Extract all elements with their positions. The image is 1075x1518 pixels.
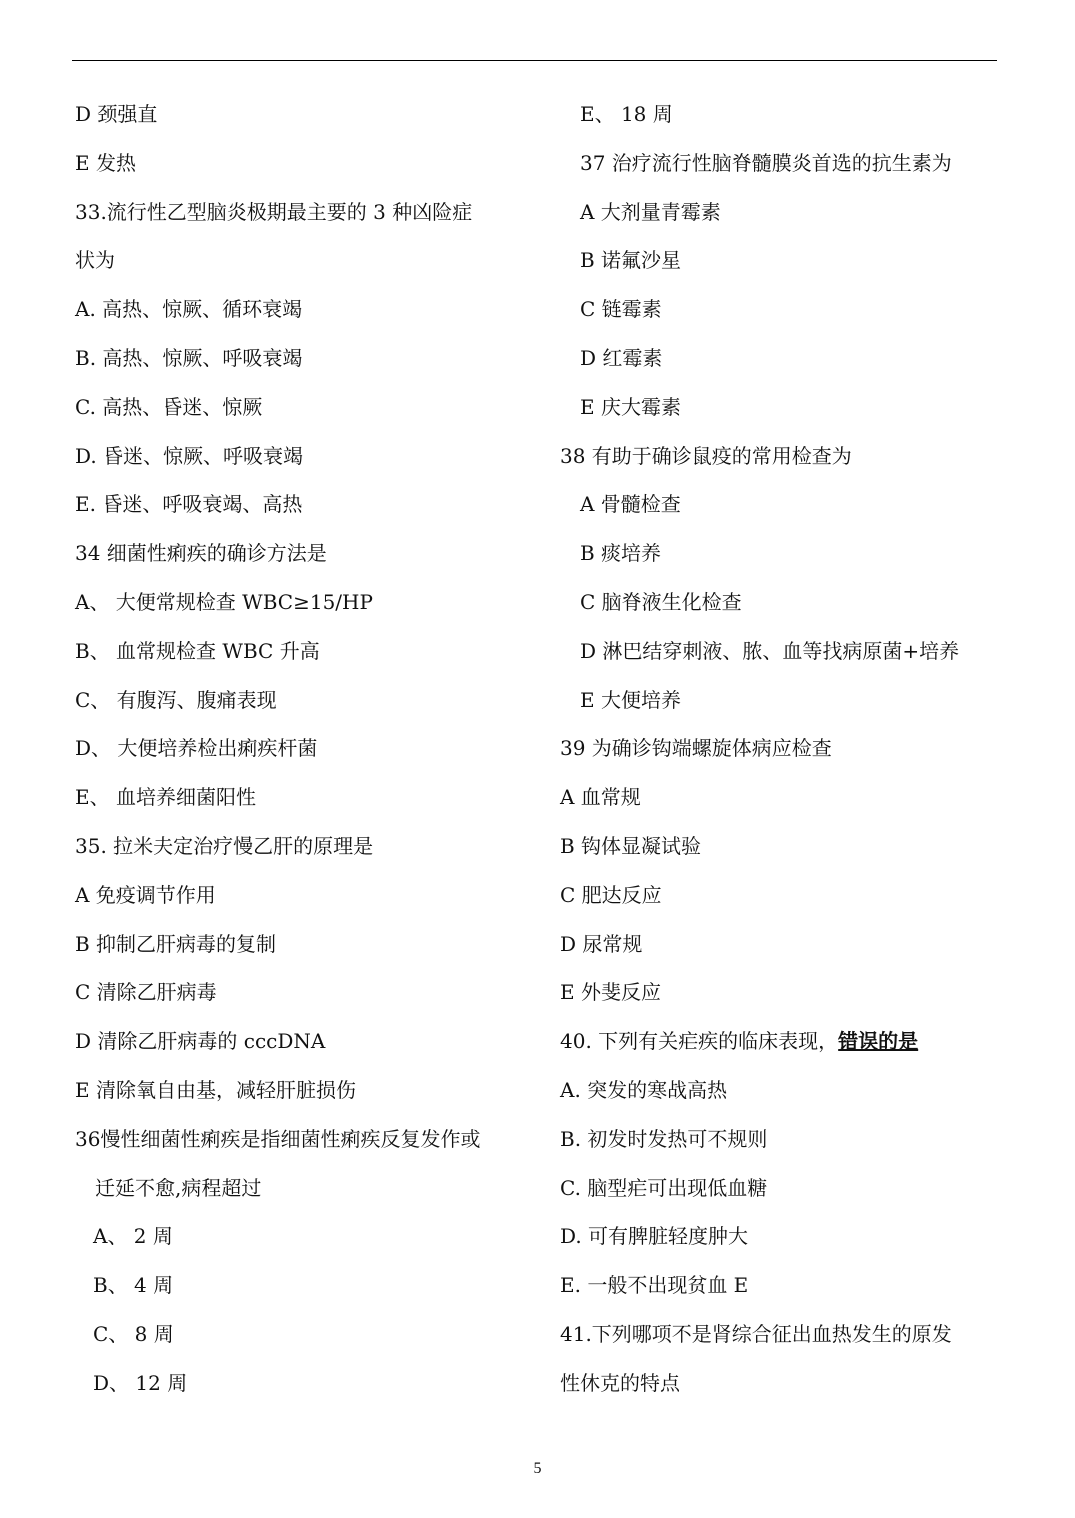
option-line: B、 血常规检查 WBC 升高 [75,638,320,663]
text-line: 状为 [75,248,115,273]
option-line: C、 有腹泻、腹痛表现 [75,687,277,712]
option-line: B、 4 周 [93,1273,174,1298]
option-line: D 清除乙肝病毒的 cccDNA [75,1029,326,1054]
option-line: C 清除乙肝病毒 [75,980,217,1005]
option-line: D、 大便培养检出痢疾杆菌 [75,736,318,761]
option-line: B 抑制乙肝病毒的复制 [75,931,277,956]
option-line: D 红霉素 [580,345,663,370]
question-38-line: 38 有助于确诊鼠疫的常用检查为 [560,443,852,468]
option-line: B. 初发时发热可不规则 [560,1126,768,1151]
option-line: D、 12 周 [93,1370,188,1395]
question-39-line: 39 为确诊钩端螺旋体病应检查 [560,736,832,761]
text-line: D 颈强直 [75,102,158,126]
option-line: D 淋巴结穿刺液、脓、血等找病原菌+培养 [580,638,960,663]
option-line: E、 血培养细菌阳性 [75,785,256,810]
option-line: E. 昏迷、呼吸衰竭、高热 [75,492,303,517]
left-column [75,90,530,1408]
option-line: A. 突发的寒战高热 [560,1077,728,1102]
header-rule [72,60,997,61]
option-line: C 链霉素 [580,297,662,322]
option-line: A、 大便常规检查 WBC≥15/HP [75,589,373,614]
question-40-text: 40. 下列有关疟疾的临床表现， [560,1029,839,1054]
question-41-continuation: 性休克的特点 [560,1370,680,1395]
question-35-line: 35. 拉米夫定治疗慢乙肝的原理是 [75,833,374,858]
option-line: E 清除氧自由基，减轻肝脏损伤 [75,1077,356,1102]
option-line: A、 2 周 [93,1224,173,1249]
question-36-line: 36慢性细菌性痢疾是指细菌性痢疾反复发作或 [75,1126,481,1151]
option-line: E. 一般不出现贫血 E [560,1273,749,1298]
option-line: A 骨髓检查 [580,492,681,517]
option-line: E 大便培养 [580,687,681,712]
option-line: C、 8 周 [93,1321,174,1346]
text-line: E 发热 [75,150,136,175]
question-40-line [560,1017,1000,1066]
option-line: E 庆大霉素 [580,394,681,419]
option-line: A. 高热、惊厥、循环衰竭 [75,297,303,322]
question-33-line: 33.流行性乙型脑炎极期最主要的 3 种凶险症 [75,199,473,224]
option-line: B 痰培养 [580,541,662,566]
option-line: E、 18 周 [580,102,673,126]
question-34-line: 34 细菌性痢疾的确诊方法是 [75,541,327,566]
option-line: E 外斐反应 [560,980,661,1005]
question-41-line: 41.下列哪项不是肾综合征出血热发生的原发 [560,1321,952,1346]
question-36-continuation: 迁延不愈,病程超过 [95,1175,262,1200]
option-line: D. 可有脾脏轻度肿大 [560,1224,749,1249]
option-line: C 肥达反应 [560,882,662,907]
option-line: A 血常规 [560,785,641,810]
right-column [560,90,1000,1408]
option-line: D 尿常规 [560,931,643,956]
option-line: B. 高热、惊厥、呼吸衰竭 [75,345,303,370]
question-40-emphasis: 错误的是 [838,1029,919,1054]
option-line: C. 高热、昏迷、惊厥 [75,394,263,419]
option-line: B 钩体显凝试验 [560,833,702,858]
option-line: A 免疫调节作用 [75,882,216,907]
option-line: B 诺氟沙星 [580,248,682,273]
page-number: 5 [533,1460,542,1477]
option-line: C. 脑型疟可出现低血糖 [560,1175,768,1200]
option-line: D. 昏迷、惊厥、呼吸衰竭 [75,443,304,468]
question-37-line: 37 治疗流行性脑脊髓膜炎首选的抗生素为 [580,150,952,175]
option-line: C 脑脊液生化检查 [580,589,742,614]
option-line: A 大剂量青霉素 [580,199,721,224]
